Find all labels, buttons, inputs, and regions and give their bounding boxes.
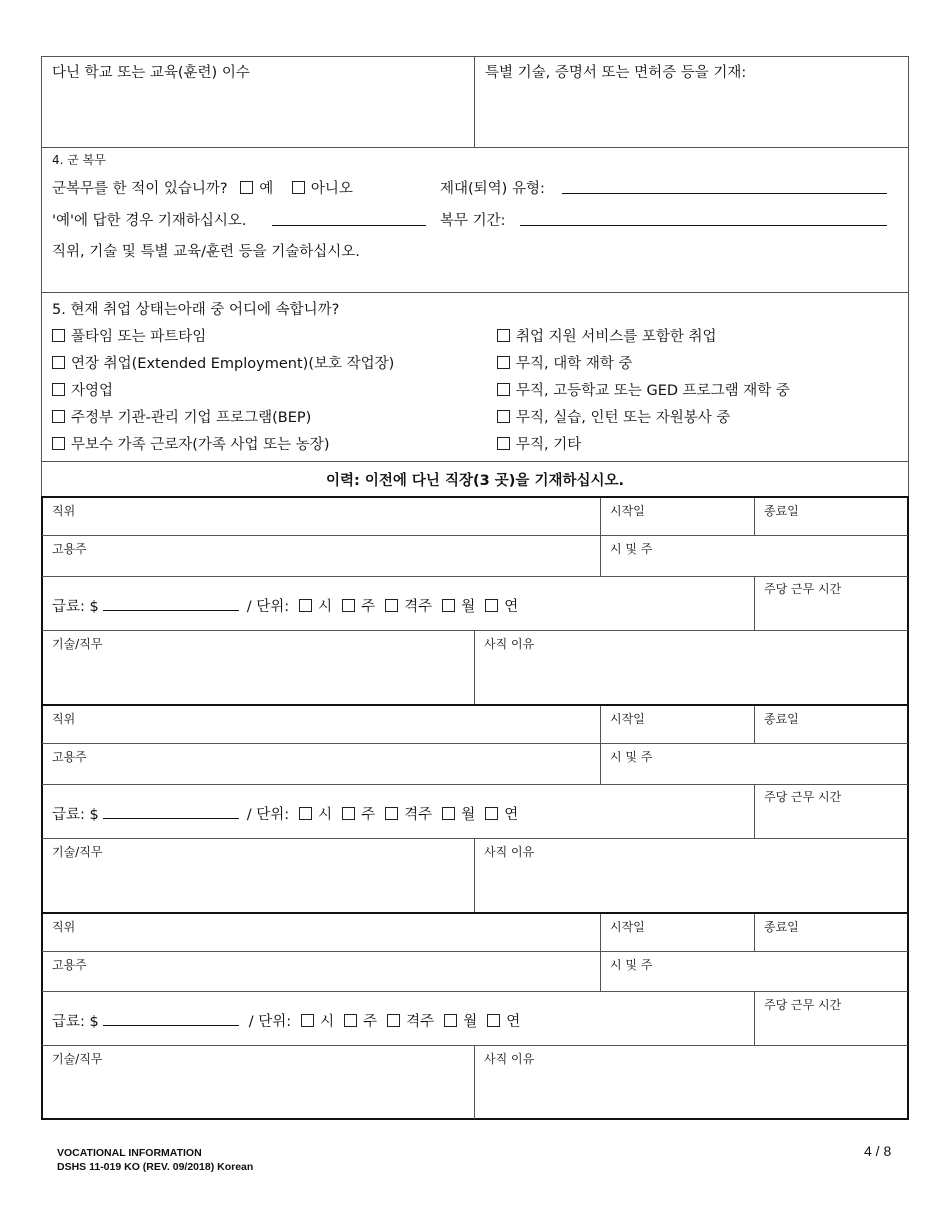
unit-checkbox[interactable] [385, 599, 398, 612]
form-border-left [41, 56, 42, 498]
status-checkbox[interactable] [52, 356, 65, 369]
military-bottom-line [41, 292, 909, 293]
unit-label: 연 [504, 807, 519, 823]
unit-checkbox[interactable] [487, 1014, 500, 1027]
skills-duties-label: 기술/직무 [52, 1052, 103, 1066]
status-option-label: 무직, 실습, 인턴 또는 자원봉사 중 [516, 410, 731, 426]
unit-checkbox[interactable] [299, 599, 312, 612]
status-checkbox[interactable] [497, 383, 510, 396]
history-title: 이력: 이전에 다닌 직장(3 곳)을 기재하십시오. [325, 473, 624, 489]
salary-label: 급료: $ [52, 599, 99, 615]
status-option-label: 무직, 고등학교 또는 GED 프로그램 재학 중 [516, 383, 790, 399]
describe-label: 직위, 기술 및 특별 교육/훈련 등을 기술하십시오. [52, 244, 360, 260]
status-option-left [52, 352, 394, 373]
end-date-label: 종료일 [764, 504, 799, 518]
unit-checkbox[interactable] [444, 1014, 457, 1027]
row-line [42, 784, 908, 785]
reason-leaving-label: 사직 이유 [484, 1052, 535, 1066]
unit-label: 주 [361, 807, 376, 823]
city-state-label: 시 및 주 [610, 958, 653, 972]
start-date-label: 시작일 [610, 712, 645, 726]
service-period-field[interactable] [520, 225, 887, 226]
discharge-label: 제대(퇴역) 유형: [440, 181, 545, 197]
divider [754, 991, 755, 1046]
status-option-label: 자영업 [71, 383, 114, 399]
row-line [42, 838, 908, 839]
footer-title: VOCATIONAL INFORMATION [57, 1147, 202, 1159]
unit-checkbox[interactable] [385, 807, 398, 820]
block-top-border [41, 912, 909, 914]
unit-checkbox[interactable] [442, 807, 455, 820]
job-title-label: 직위 [52, 712, 76, 726]
if-yes-field[interactable] [272, 225, 426, 226]
unit-checkbox[interactable] [301, 1014, 314, 1027]
unit-label: 주 [363, 1014, 378, 1030]
served-yes-checkbox[interactable] [240, 181, 253, 194]
discharge-field[interactable] [562, 193, 887, 194]
unit-checkbox[interactable] [299, 807, 312, 820]
row-line [42, 535, 908, 536]
unit-checkbox[interactable] [485, 807, 498, 820]
form-border-top [41, 56, 909, 57]
status-option-label: 풀타임 또는 파트타임 [71, 329, 207, 345]
block-right-border [907, 912, 909, 1120]
status-checkbox[interactable] [52, 437, 65, 450]
status-checkbox[interactable] [497, 329, 510, 342]
divider [600, 498, 601, 576]
salary-label: 급료: $ [52, 807, 99, 823]
unit-checkbox[interactable] [342, 807, 355, 820]
status-option-label: 연장 취업(Extended Employment)(보호 작업장) [71, 356, 395, 372]
row-line [42, 630, 908, 631]
row-line [42, 576, 908, 577]
city-state-label: 시 및 주 [610, 750, 653, 764]
salary-label: 급료: $ [52, 1014, 99, 1030]
job-title-label: 직위 [52, 504, 76, 518]
status-option-right [497, 352, 633, 373]
skills-duties-label: 기술/직무 [52, 845, 103, 859]
top-bottom-line [41, 147, 909, 148]
divider [754, 498, 755, 536]
status-bottom-line [41, 461, 909, 462]
status-option-label: 취업 지원 서비스를 포함한 취업 [516, 329, 717, 345]
employer-label: 고용주 [52, 750, 87, 764]
start-date-label: 시작일 [610, 920, 645, 934]
divider [600, 914, 601, 992]
end-date-label: 종료일 [764, 920, 799, 934]
served-question-row [52, 177, 353, 198]
service-period-label: 복무 기간: [440, 213, 506, 229]
served-no-checkbox[interactable] [292, 181, 305, 194]
salary-field[interactable] [103, 1013, 239, 1026]
status-option-left [52, 406, 311, 427]
unit-label: 연 [506, 1014, 521, 1030]
per-label: / 단위: [246, 599, 290, 615]
status-checkbox[interactable] [497, 437, 510, 450]
block-bottom-border [41, 1118, 909, 1120]
row-line [42, 1045, 908, 1046]
reason-leaving-label: 사직 이유 [484, 845, 535, 859]
salary-field[interactable] [103, 806, 239, 819]
block-left-border [41, 704, 43, 913]
divider [474, 838, 475, 913]
row-line [42, 991, 908, 992]
status-option-right [497, 379, 790, 400]
unit-label: 격주 [404, 807, 433, 823]
skills-duties-label: 기술/직무 [52, 637, 103, 651]
unit-label: 주 [361, 599, 376, 615]
status-option-right [497, 406, 730, 427]
status-option-label: 주정부 기관-관리 기업 프로그램(BEP) [71, 410, 312, 426]
unit-checkbox[interactable] [387, 1014, 400, 1027]
status-checkbox[interactable] [497, 410, 510, 423]
hours-per-week-label: 주당 근무 시간 [764, 790, 842, 804]
military-section-title: 4. 군 복무 [52, 153, 106, 167]
block-left-border [41, 912, 43, 1120]
block-left-border [41, 496, 43, 705]
unit-checkbox[interactable] [342, 599, 355, 612]
served-yes-label: 예 [259, 181, 274, 197]
divider [474, 630, 475, 705]
job-title-label: 직위 [52, 920, 76, 934]
row-line [42, 951, 908, 952]
top-divider [474, 56, 475, 148]
schools-label: 다닌 학교 또는 교육(훈련) 이수 [52, 65, 250, 81]
block-top-border [41, 704, 909, 706]
block-right-border [907, 496, 909, 705]
unit-label: 월 [463, 1014, 478, 1030]
status-checkbox[interactable] [52, 383, 65, 396]
hours-per-week-label: 주당 근무 시간 [764, 998, 842, 1012]
status-checkbox[interactable] [52, 329, 65, 342]
reason-leaving-label: 사직 이유 [484, 637, 535, 651]
status-option-right [497, 325, 717, 346]
status-option-label: 무직, 기타 [516, 437, 582, 453]
status-checkbox[interactable] [497, 356, 510, 369]
footer-form-number: DSHS 11-019 KO (REV. 09/2018) Korean [57, 1161, 254, 1173]
block-right-border [907, 704, 909, 913]
employer-label: 고용주 [52, 958, 87, 972]
block-top-border [41, 496, 909, 498]
status-option-label: 무보수 가족 근로자(가족 사업 또는 농장) [71, 437, 330, 453]
per-label: / 단위: [248, 1014, 292, 1030]
employer-label: 고용주 [52, 542, 87, 556]
status-checkbox[interactable] [52, 410, 65, 423]
city-state-label: 시 및 주 [610, 542, 653, 556]
salary-row [52, 803, 518, 824]
divider [754, 576, 755, 631]
unit-label: 시 [318, 807, 333, 823]
status-option-left [52, 325, 206, 346]
status-option-label: 무직, 대학 재학 중 [516, 356, 633, 372]
unit-label: 격주 [406, 1014, 435, 1030]
divider [754, 914, 755, 952]
unit-label: 월 [461, 807, 476, 823]
salary-row [52, 1010, 520, 1031]
divider [754, 706, 755, 744]
page-number: 4 / 8 [864, 1143, 892, 1159]
served-question: 군복무를 한 적이 있습니까? [52, 181, 228, 197]
form-border-right [908, 56, 909, 498]
status-option-left [52, 433, 329, 454]
divider [600, 706, 601, 784]
if-yes-label: '예'에 답한 경우 기재하십시오. [52, 213, 247, 229]
unit-checkbox[interactable] [485, 599, 498, 612]
employment-question: 5. 현재 취업 상태는아래 중 어디에 속합니까? [52, 302, 340, 318]
hours-per-week-label: 주당 근무 시간 [764, 582, 842, 596]
per-label: / 단위: [246, 807, 290, 823]
served-no-label: 아니오 [310, 181, 353, 197]
salary-field[interactable] [103, 598, 239, 611]
divider [754, 784, 755, 839]
unit-label: 시 [318, 599, 333, 615]
unit-label: 격주 [404, 599, 433, 615]
unit-label: 월 [461, 599, 476, 615]
status-option-left [52, 379, 113, 400]
divider [474, 1045, 475, 1119]
status-option-right [497, 433, 581, 454]
start-date-label: 시작일 [610, 504, 645, 518]
skills-label: 특별 기술, 증명서 또는 면허증 등을 기재: [485, 65, 747, 81]
row-line [42, 743, 908, 744]
unit-label: 시 [320, 1014, 335, 1030]
unit-checkbox[interactable] [344, 1014, 357, 1027]
unit-label: 연 [504, 599, 519, 615]
end-date-label: 종료일 [764, 712, 799, 726]
unit-checkbox[interactable] [442, 599, 455, 612]
salary-row [52, 595, 518, 616]
